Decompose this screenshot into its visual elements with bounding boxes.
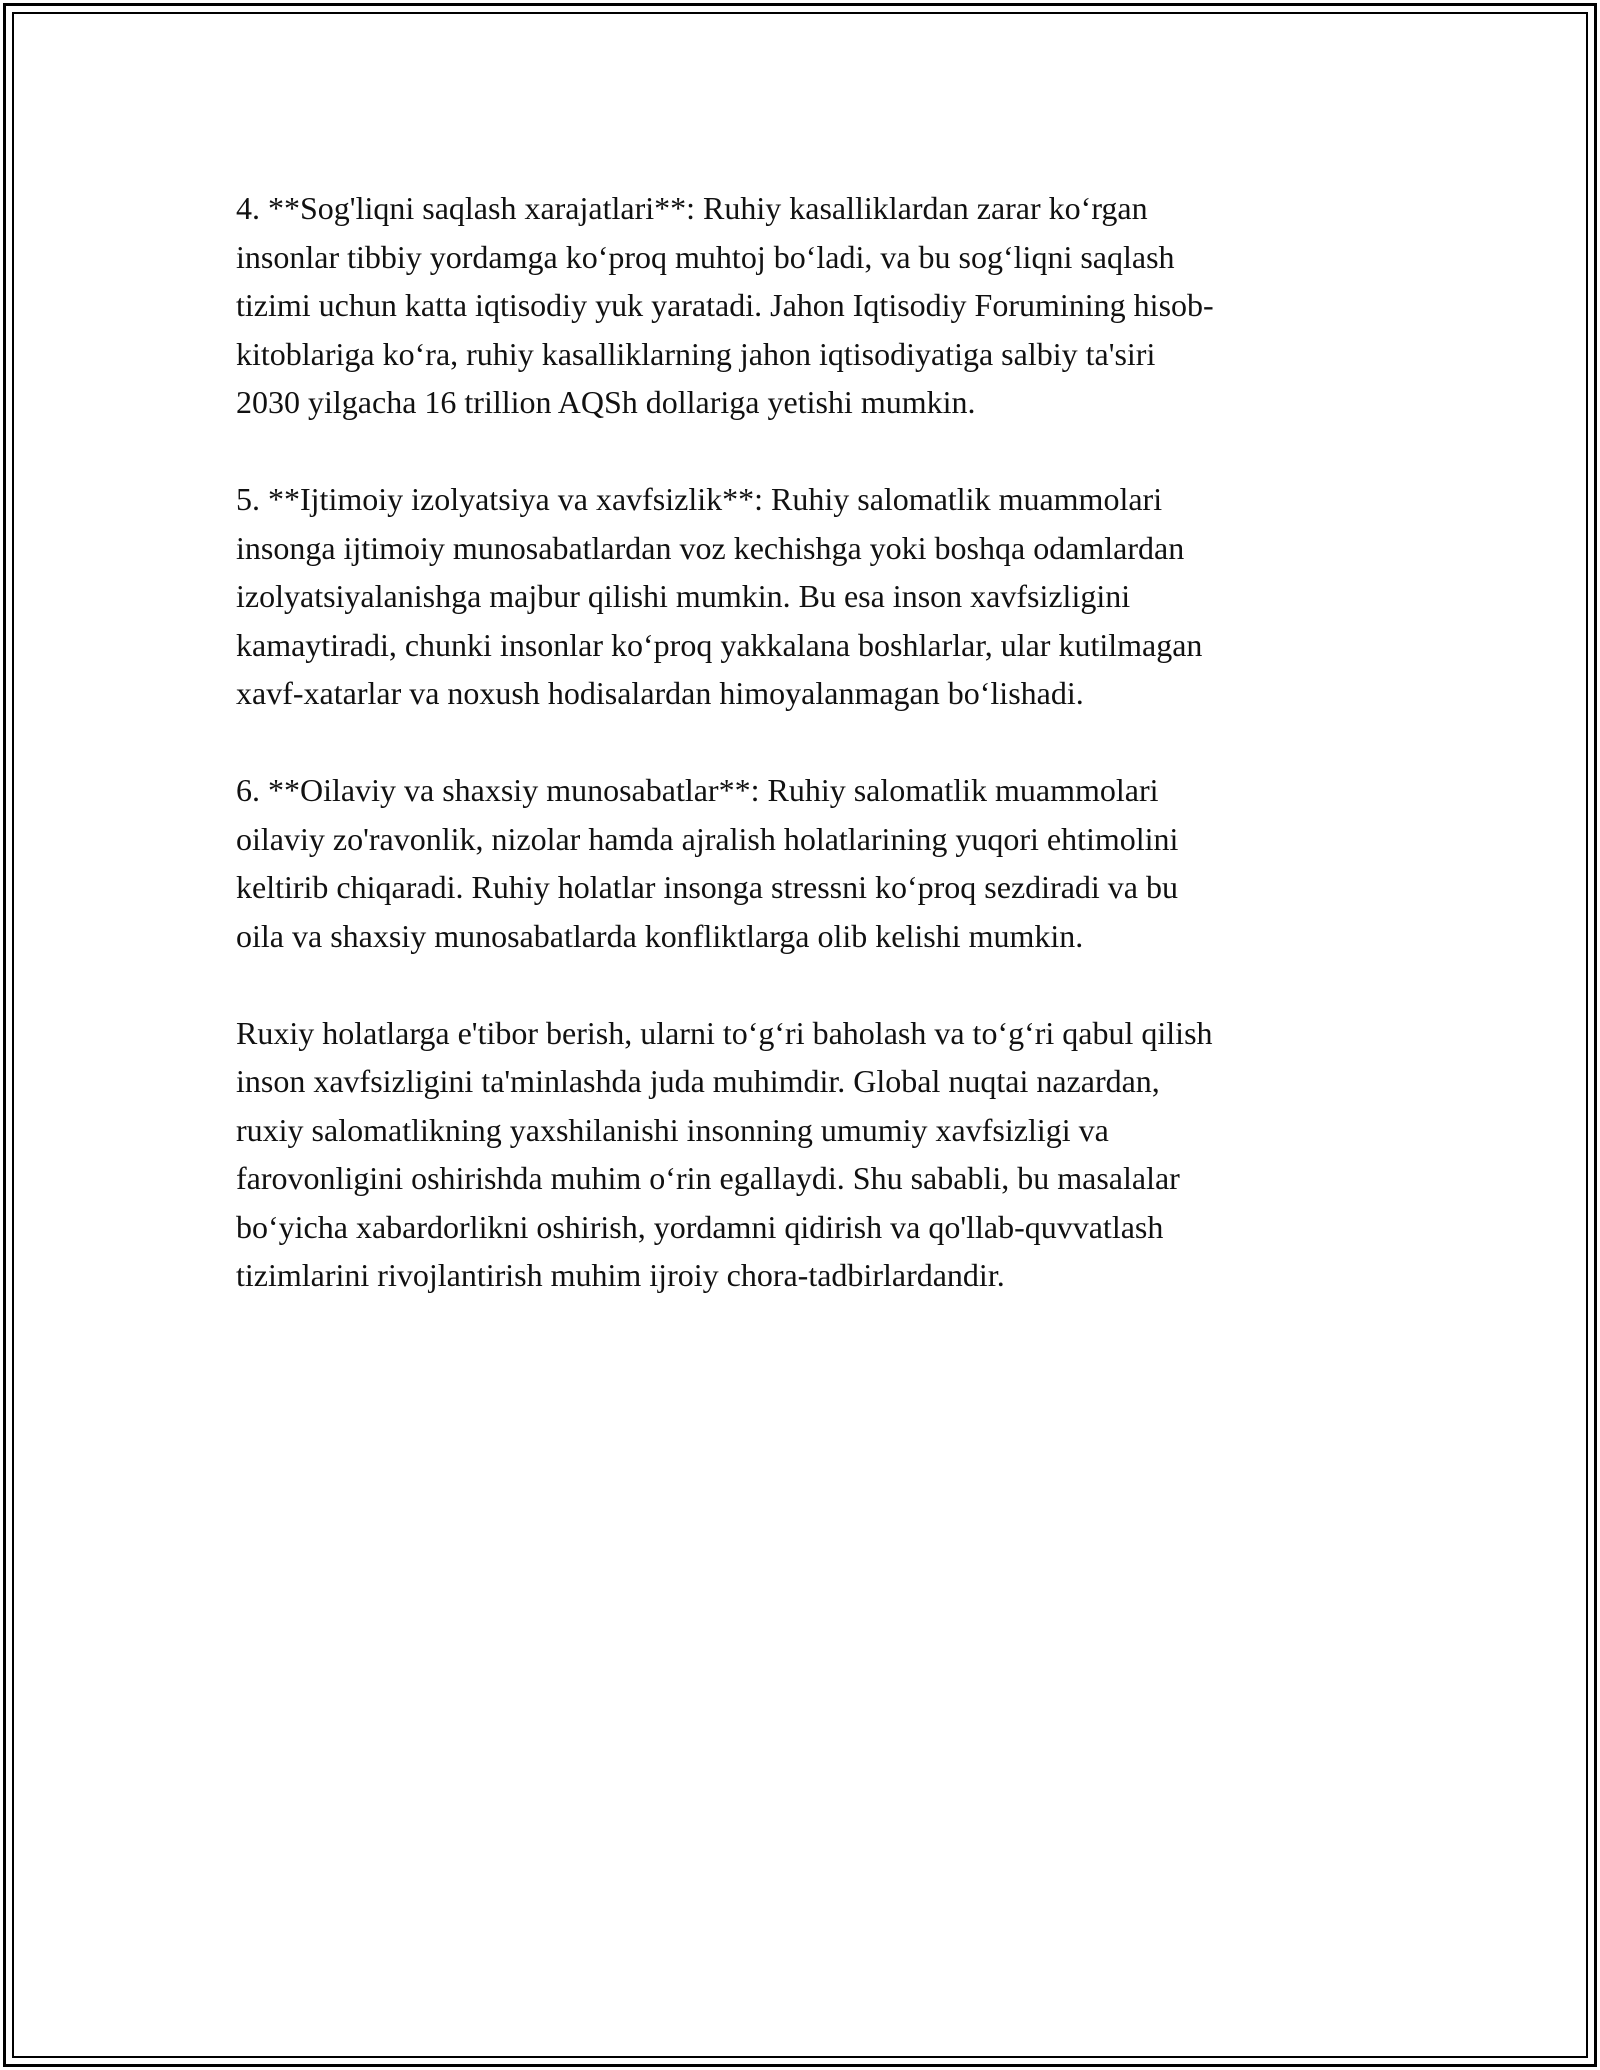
text-line: izolyatsiyalanishga majbur qilishi mumkin. Bu esa inson xavfsizligini bbox=[236, 578, 1131, 614]
text-line: oila va shaxsiy munosabatlarda konfliktlarga olib kelishi mumkin. bbox=[236, 917, 1084, 954]
text-line: 2030 yilgacha 16 trillion AQSh dollariga yetishi mumkin. bbox=[236, 384, 976, 420]
text-line: kitoblariga ko‘ra, ruhiy kasalliklarning jahon iqtisodiyatiga salbiy ta'siri bbox=[236, 335, 1156, 372]
text-line: tizimi uchun katta iqtisodiy yuk yaratadi. Jahon Iqtisodiy Forumining hisob- bbox=[236, 287, 1214, 323]
text-line: tizimlarini rivojlantirish muhim ijroiy chora-tadbirlardandir. bbox=[236, 1257, 1005, 1293]
text-line: insonlar tibbiy yordamga ko‘proq muhtoj bo‘ladi, va bu sog‘liqni saqlash bbox=[236, 238, 1175, 275]
text-line: oilaviy zo'ravonlik, nizolar hamda ajralish holatlarining yuqori ehtimolini bbox=[236, 820, 1179, 857]
paragraph-family-relations bbox=[236, 766, 1376, 960]
document-body bbox=[236, 184, 1376, 1300]
paragraph-conclusion bbox=[236, 1009, 1376, 1300]
text-line: keltirib chiqaradi. Ruhiy holatlar insonga stressni ko‘proq sezdiradi va bu bbox=[236, 869, 1178, 905]
text-line: bo‘yicha xabardorlikni oshirish, yordamni qidirish va qo'llab-quvvatlash bbox=[236, 1208, 1164, 1245]
text-line: farovonligini oshirishda muhim o‘rin egallaydi. Shu sababli, bu masalalar bbox=[236, 1160, 1180, 1196]
text-line: ruxiy salomatlikning yaxshilanishi insonning umumiy xavfsizligi va bbox=[236, 1111, 1109, 1148]
text-line: 5. **Ijtimoiy izolyatsiya va xavfsizlik**: Ruhiy salomatlik muammolari bbox=[236, 481, 1163, 517]
paragraph-healthcare-costs bbox=[236, 184, 1376, 427]
text-line: 4. **Sog'liqni saqlash xarajatlari**: Ruhiy kasalliklardan zarar ko‘rgan bbox=[236, 190, 1148, 226]
text-line: kamaytiradi, chunki insonlar ko‘proq yakkalana boshlarlar, ular kutilmagan bbox=[236, 626, 1203, 663]
text-line: Ruxiy holatlarga e'tibor berish, ularni to‘g‘ri baholash va to‘g‘ri qabul qilish bbox=[236, 1014, 1213, 1051]
text-line: xavf-xatarlar va noxush hodisalardan himoyalanmagan bo‘lishadi. bbox=[236, 675, 1084, 711]
text-line: 6. **Oilaviy va shaxsiy munosabatlar**: Ruhiy salomatlik muammolari bbox=[236, 772, 1159, 808]
paragraph-social-isolation bbox=[236, 475, 1376, 718]
text-line: inson xavfsizligini ta'minlashda juda muhimdir. Global nuqtai nazardan, bbox=[236, 1063, 1160, 1099]
text-line: insonga ijtimoiy munosabatlardan voz kechishga yoki boshqa odamlardan bbox=[236, 529, 1185, 566]
